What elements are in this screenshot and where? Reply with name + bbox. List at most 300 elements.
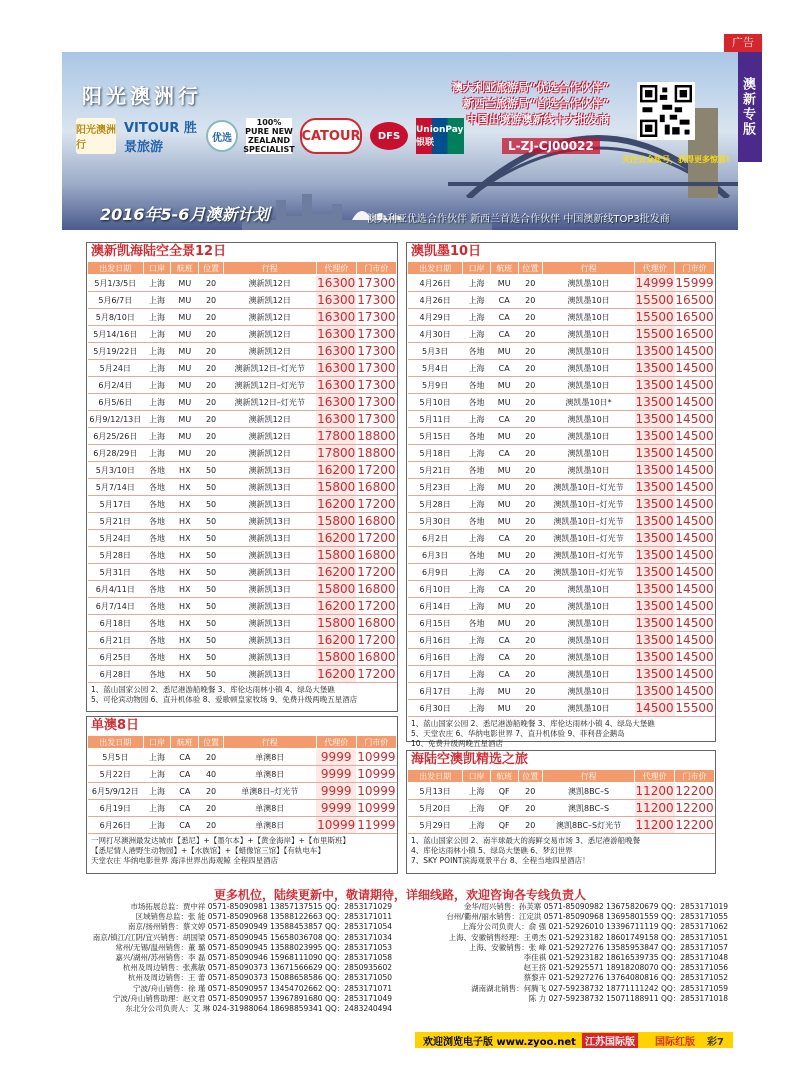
date-cell: 5月3/10日 [88, 462, 144, 479]
seats-cell: 20 [199, 783, 224, 800]
airline-cell: HX [171, 615, 199, 632]
header-row [88, 262, 397, 275]
port-cell: 各地 [463, 428, 491, 445]
retail-price-cell: 10999 [357, 784, 396, 798]
agent-price-cell: 9999 [316, 783, 356, 800]
seats-cell: 20 [518, 800, 543, 817]
date-cell: 5月9日 [408, 377, 463, 394]
agent-price-cell: 13500 [635, 497, 674, 511]
note-line: 1、蓝山国家公园 2、悉尼港游船晚餐 3、库伦达雨林小镇 4、绿岛大堡礁 [91, 685, 335, 694]
table-row [88, 547, 397, 564]
retail-price-cell: 17300 [357, 361, 396, 375]
table-body [408, 783, 715, 834]
table-row [88, 632, 397, 649]
agent-price-cell: 17800 [317, 429, 356, 443]
date-cell: 5月29日 [408, 817, 463, 834]
retail-price-cell: 14500 [675, 361, 714, 375]
retail-price-cell: 10999 [357, 767, 396, 781]
port-cell: 上海 [463, 683, 491, 700]
table-row [408, 479, 715, 496]
seats-cell: 50 [199, 462, 224, 479]
date-cell: 5月31日 [88, 564, 144, 581]
note-line: 10、免费升级两晚五星酒店 [411, 739, 504, 748]
itinerary-cell: 澳凯8BC–S灯光节 [543, 817, 635, 834]
itinerary-cell: 澳新凯12日–灯光节 [223, 377, 316, 394]
table-row [88, 411, 397, 428]
itinerary-cell: 澳凯墨10日 [543, 343, 635, 360]
date-cell: 5月7/14日 [88, 479, 144, 496]
seats-cell: 20 [518, 683, 543, 700]
agent-price-cell: 13500 [635, 599, 674, 613]
airline-cell: CA [171, 749, 199, 766]
agent-price-cell: 16300 [317, 310, 356, 324]
table-row [88, 649, 397, 666]
port-cell: 上海 [463, 666, 491, 683]
retail-price-cell: 11999 [357, 818, 396, 832]
price-table [87, 735, 397, 834]
airline-cell: MU [171, 377, 199, 394]
table-body [88, 275, 397, 683]
contact-line: 陈 力 027-59238732 15071188911 QQ：2853171018 [528, 993, 728, 1003]
itinerary-cell: 澳凯墨10日 [543, 428, 635, 445]
port-cell: 各地 [463, 377, 491, 394]
itinerary-cell: 澳新凯12日 [223, 309, 316, 326]
airline-cell: CA [490, 632, 518, 649]
table-row [408, 817, 715, 834]
airline-cell: HX [171, 513, 199, 530]
date-cell: 5月5日 [88, 749, 144, 766]
airline-cell: MU [490, 598, 518, 615]
date-cell: 5月20日 [408, 800, 463, 817]
table-row [408, 326, 715, 343]
dfs-logo: DFS [370, 122, 408, 150]
table-row [88, 615, 397, 632]
date-cell: 5月15日 [408, 428, 463, 445]
airline-cell: QF [490, 800, 518, 817]
itinerary-cell: 澳凯墨10日–灯光节 [543, 530, 635, 547]
contact-line: 南京/扬州销售：蔡文婷 0571-85090949 13588453857 QQ：2853171054 [127, 922, 392, 932]
itinerary-cell: 澳凯墨10日 [543, 666, 635, 683]
table-row [408, 666, 715, 683]
side-tab: 澳新专版 [732, 52, 762, 162]
airline-cell: QF [490, 783, 518, 800]
airline-cell: CA [171, 800, 199, 817]
seats-cell: 20 [518, 632, 543, 649]
column-header: 位置 [199, 262, 224, 275]
seats-cell: 50 [199, 496, 224, 513]
table-row [88, 581, 397, 598]
seats-cell: 20 [518, 377, 543, 394]
agent-price-cell: 13500 [635, 548, 674, 562]
airline-cell: MU [171, 445, 199, 462]
agent-price-cell: 13500 [635, 463, 674, 477]
section-notes [87, 683, 397, 707]
column-header: 行程 [223, 262, 316, 275]
port-cell: 上海 [463, 598, 491, 615]
column-header: 代理价 [635, 262, 675, 275]
itinerary-cell: 澳凯8BC–S [543, 783, 635, 800]
airline-cell: MU [490, 683, 518, 700]
date-cell: 5月28日 [88, 547, 144, 564]
seats-cell: 20 [199, 749, 224, 766]
retail-price-cell: 14500 [675, 446, 714, 460]
itinerary-cell: 澳凯8BC–S [543, 800, 635, 817]
contact-line: 湖南湖北销售：何腾飞 027-59238732 18771111242 QQ：2853171059 [471, 983, 728, 993]
table-row [408, 394, 715, 411]
port-cell: 上海 [463, 479, 491, 496]
airline-cell: HX [171, 564, 199, 581]
partner-claim: 中国出境游澳新线十大批发商 [466, 113, 610, 126]
itinerary-cell: 澳新凯13日 [223, 513, 316, 530]
date-cell: 6月5/6日 [88, 394, 144, 411]
seats-cell: 50 [199, 666, 224, 683]
agent-price-cell: 13500 [635, 531, 674, 545]
itinerary-cell: 澳新凯12日 [223, 445, 316, 462]
date-cell: 6月2/4日 [88, 377, 144, 394]
port-cell: 各地 [143, 479, 171, 496]
agent-price-cell: 15800 [317, 582, 356, 596]
seats-cell: 20 [518, 343, 543, 360]
contact-line: 常州/无锡/温州销售：董 璐 0571-85090945 13588023995 QQ：2853171053 [115, 942, 392, 952]
agent-price-cell: 13500 [635, 667, 674, 681]
qr-code[interactable] [637, 82, 695, 140]
agent-price-cell: 17800 [317, 446, 356, 460]
port-cell: 上海 [463, 445, 491, 462]
airline-cell: MU [490, 343, 518, 360]
table-row [408, 530, 715, 547]
column-header: 代理价 [316, 262, 356, 275]
date-cell: 6月15日 [408, 615, 463, 632]
airline-cell: HX [171, 530, 199, 547]
itinerary-cell: 澳新凯12日 [223, 292, 316, 309]
port-cell: 上海 [143, 411, 171, 428]
table-row [88, 749, 397, 766]
itinerary-cell: 澳新凯13日 [223, 547, 316, 564]
airline-cell: QF [490, 817, 518, 834]
contact-line: 上海、安徽销售：张 峰 021-52927276 13585953847 QQ：2853171057 [468, 942, 728, 952]
itinerary-cell: 澳新凯12日 [223, 343, 316, 360]
date-cell: 6月9日 [408, 564, 463, 581]
agent-price-cell: 15800 [317, 514, 356, 528]
seats-cell: 20 [518, 615, 543, 632]
section-title: 海陆空澳凯精选之旅 [411, 752, 529, 767]
retail-price-cell: 14500 [675, 463, 714, 477]
itinerary-cell: 澳新凯13日 [223, 530, 316, 547]
table-row [408, 292, 715, 309]
itinerary-cell: 单澳8日 [223, 800, 316, 817]
port-cell: 上海 [143, 360, 171, 377]
table-row [88, 462, 397, 479]
retail-price-cell: 14500 [675, 633, 714, 647]
airline-cell: MU [490, 513, 518, 530]
agent-price-cell: 11200 [635, 801, 674, 815]
agent-price-cell: 15800 [317, 650, 356, 664]
column-header: 位置 [518, 262, 543, 275]
date-cell: 5月10日 [408, 394, 463, 411]
seats-cell: 20 [518, 649, 543, 666]
header-row [408, 262, 715, 275]
itinerary-cell: 单澳8日 [223, 817, 316, 834]
airline-cell: MU [490, 462, 518, 479]
date-cell: 5月11日 [408, 411, 463, 428]
seats-cell: 20 [518, 700, 543, 717]
port-cell: 上海 [143, 800, 171, 817]
itinerary-cell: 澳新凯13日 [223, 564, 316, 581]
itinerary-cell: 澳新凯13日 [223, 666, 316, 683]
retail-price-cell: 16800 [357, 548, 396, 562]
itinerary-cell: 澳凯墨10日 [543, 292, 635, 309]
seats-cell: 20 [518, 564, 543, 581]
retail-price-cell: 14500 [675, 548, 714, 562]
agent-price-cell: 15800 [317, 480, 356, 494]
retail-price-cell: 17200 [357, 565, 396, 579]
itinerary-cell: 澳新凯13日 [223, 598, 316, 615]
airline-cell: MU [171, 292, 199, 309]
retail-price-cell: 17200 [357, 667, 396, 681]
port-cell: 各地 [463, 343, 491, 360]
seats-cell: 20 [518, 428, 543, 445]
airline-cell: MU [490, 615, 518, 632]
date-cell: 5月24日 [88, 360, 144, 377]
agent-price-cell: 14999 [635, 276, 674, 290]
seats-cell: 20 [199, 411, 224, 428]
date-cell: 6月28日 [88, 666, 144, 683]
seats-cell: 20 [518, 292, 543, 309]
agent-price-cell: 13500 [635, 514, 674, 528]
note-line: 5、可伦宾动物园 6、直升机体验 8、爱歌顿皇家牧场 9、免费升级两晚五星酒店 [91, 695, 358, 704]
section-title: 澳凯墨10日 [411, 244, 482, 259]
airline-cell: CA [490, 411, 518, 428]
retail-price-cell: 17300 [357, 395, 396, 409]
date-cell: 6月25日 [88, 649, 144, 666]
retail-price-cell: 16500 [675, 293, 714, 307]
header-row [88, 736, 397, 749]
itinerary-cell: 澳凯墨10日 [543, 649, 635, 666]
retail-price-cell: 10999 [357, 750, 396, 764]
agent-price-cell: 16300 [317, 293, 356, 307]
price-table [407, 261, 715, 717]
section-au-cairns-mel-10day [406, 242, 716, 748]
qr-code-icon [640, 85, 692, 137]
port-cell: 上海 [143, 749, 171, 766]
ad-label: 广告 [724, 34, 762, 52]
retail-price-cell: 14500 [675, 514, 714, 528]
retail-price-cell: 17200 [357, 531, 396, 545]
airline-cell: MU [490, 377, 518, 394]
itinerary-cell: 澳新凯12日–灯光节 [223, 394, 316, 411]
port-cell: 上海 [463, 800, 491, 817]
column-header: 门市价 [675, 770, 715, 783]
itinerary-cell: 澳新凯13日 [223, 649, 316, 666]
seats-cell: 50 [199, 564, 224, 581]
seats-cell: 20 [518, 666, 543, 683]
port-cell: 上海 [143, 343, 171, 360]
agent-price-cell: 16300 [317, 395, 356, 409]
note-line: 【悉尼情人港野生动物园】+【水族馆】+【蜡像馆三馆】【有轨电车】 [91, 846, 325, 855]
seats-cell: 20 [518, 275, 543, 292]
seats-cell: 50 [199, 530, 224, 547]
contact-line: 杭州及周边销售：张燕敏 0571-85090373 13671566629 QQ：2850935602 [122, 963, 392, 973]
website-link[interactable]: 欢迎浏览电子版 www.zyoo.net [423, 1037, 576, 1048]
agent-price-cell: 13500 [635, 565, 674, 579]
contact-line: 李佳祺 021-52923182 18616539735 QQ：2853171048 [523, 953, 728, 963]
seats-cell: 20 [518, 309, 543, 326]
seats-cell: 20 [518, 394, 543, 411]
table-row [88, 598, 397, 615]
retail-price-cell: 14500 [675, 497, 714, 511]
date-cell: 5月3日 [408, 343, 463, 360]
itinerary-cell: 澳新凯13日 [223, 581, 316, 598]
retail-price-cell: 17300 [357, 344, 396, 358]
date-cell: 5月6/7日 [88, 292, 144, 309]
date-cell: 6月14日 [408, 598, 463, 615]
table-row [88, 275, 397, 292]
port-cell: 各地 [143, 632, 171, 649]
retail-price-cell: 14500 [675, 599, 714, 613]
airline-cell: MU [490, 479, 518, 496]
plan-title: 2016年5-6月澳新计划 [100, 205, 270, 224]
port-cell: 各地 [143, 513, 171, 530]
retail-price-cell: 12200 [675, 784, 714, 798]
column-header: 位置 [199, 736, 224, 749]
itinerary-cell: 澳凯墨10日 [543, 377, 635, 394]
date-cell: 5月21日 [88, 513, 144, 530]
port-cell: 上海 [463, 411, 491, 428]
agent-price-cell: 15800 [317, 616, 356, 630]
table-body [88, 749, 397, 834]
table-row [408, 783, 715, 800]
retail-price-cell: 12200 [675, 818, 714, 832]
port-cell: 上海 [463, 530, 491, 547]
port-cell: 上海 [143, 292, 171, 309]
seats-cell: 20 [518, 411, 543, 428]
table-row [88, 666, 397, 683]
agent-price-cell: 16200 [317, 565, 356, 579]
table-row [408, 649, 715, 666]
itinerary-cell: 单澳8日 [223, 766, 316, 783]
seats-cell: 20 [199, 817, 224, 834]
port-cell: 上海 [143, 817, 171, 834]
date-cell: 4月26日 [408, 292, 463, 309]
retail-price-cell: 17300 [357, 412, 396, 426]
column-header: 门市价 [356, 736, 396, 749]
date-cell: 6月28/29日 [88, 445, 144, 462]
section-notes [407, 834, 715, 868]
port-cell: 各地 [463, 615, 491, 632]
retail-price-cell: 16800 [357, 616, 396, 630]
itinerary-cell: 澳新凯12日 [223, 428, 316, 445]
price-table [407, 769, 715, 834]
table-row [88, 479, 397, 496]
seats-cell: 50 [199, 649, 224, 666]
agent-price-cell: 13500 [635, 480, 674, 494]
airline-cell: CA [490, 564, 518, 581]
column-header: 出发日期 [408, 262, 463, 275]
seats-cell: 50 [199, 581, 224, 598]
column-header: 航班 [490, 770, 518, 783]
agent-price-cell: 9999 [316, 749, 356, 766]
date-cell: 5月22日 [88, 766, 144, 783]
agent-price-cell: 16200 [317, 463, 356, 477]
table-row [408, 411, 715, 428]
retail-price-cell: 14500 [675, 412, 714, 426]
itinerary-cell: 澳凯墨10日 [543, 411, 635, 428]
itinerary-cell: 澳凯墨10日 [543, 275, 635, 292]
retail-price-cell: 16800 [357, 514, 396, 528]
agent-price-cell: 14500 [635, 701, 674, 715]
seats-cell: 20 [518, 817, 543, 834]
column-header: 口岸 [463, 262, 491, 275]
contact-line: 金华/绍兴销售：孙芙寨 0571-85090982 13675820679 QQ：2853171019 [463, 902, 728, 911]
partner-claims [452, 80, 609, 128]
agent-price-cell: 13500 [635, 344, 674, 358]
itinerary-cell: 澳凯墨10日–灯光节 [543, 496, 635, 513]
agent-price-cell: 16300 [317, 361, 356, 375]
date-cell: 6月10日 [408, 581, 463, 598]
seats-cell: 20 [518, 326, 543, 343]
retail-price-cell: 10999 [357, 801, 396, 815]
airline-cell: HX [171, 581, 199, 598]
table-row [408, 632, 715, 649]
port-cell: 上海 [143, 326, 171, 343]
table-row [88, 817, 397, 834]
seats-cell: 20 [199, 360, 224, 377]
date-cell: 6月3日 [408, 547, 463, 564]
seats-cell: 20 [199, 309, 224, 326]
table-row [88, 766, 397, 783]
port-cell: 上海 [463, 309, 491, 326]
column-header: 出发日期 [88, 736, 144, 749]
port-cell: 上海 [463, 817, 491, 834]
airline-cell: MU [490, 547, 518, 564]
retail-price-cell: 17200 [357, 463, 396, 477]
port-cell: 上海 [463, 632, 491, 649]
retail-price-cell: 14500 [675, 395, 714, 409]
agent-price-cell: 16200 [317, 667, 356, 681]
table-row [88, 800, 397, 817]
itinerary-cell: 澳凯墨10日 [543, 326, 635, 343]
airline-cell: CA [490, 292, 518, 309]
column-header: 出发日期 [408, 770, 463, 783]
agent-price-cell: 10999 [317, 818, 356, 832]
port-cell: 各地 [463, 547, 491, 564]
itinerary-cell: 澳凯墨10日 [543, 632, 635, 649]
catour-logo: CATOUR [300, 118, 362, 154]
table-row [408, 615, 715, 632]
port-cell: 上海 [143, 275, 171, 292]
retail-price-cell: 17300 [357, 310, 396, 324]
agent-price-cell: 9999 [316, 800, 356, 817]
table-row [408, 547, 715, 564]
date-cell: 5月4日 [408, 360, 463, 377]
date-cell: 4月29日 [408, 309, 463, 326]
port-cell: 各地 [143, 496, 171, 513]
seats-cell: 20 [518, 547, 543, 564]
agent-price-cell: 16300 [317, 378, 356, 392]
itinerary-cell: 澳凯墨10日–灯光节 [543, 547, 635, 564]
column-header: 位置 [518, 770, 543, 783]
retail-price-cell: 16500 [675, 327, 714, 341]
table-row [88, 292, 397, 309]
seats-cell: 50 [199, 547, 224, 564]
seats-cell: 20 [518, 496, 543, 513]
retail-price-cell: 17300 [357, 293, 396, 307]
date-cell: 6月21日 [88, 632, 144, 649]
retail-price-cell: 14500 [675, 378, 714, 392]
retail-price-cell: 17200 [357, 599, 396, 613]
seats-cell: 50 [199, 632, 224, 649]
table-row [408, 564, 715, 581]
